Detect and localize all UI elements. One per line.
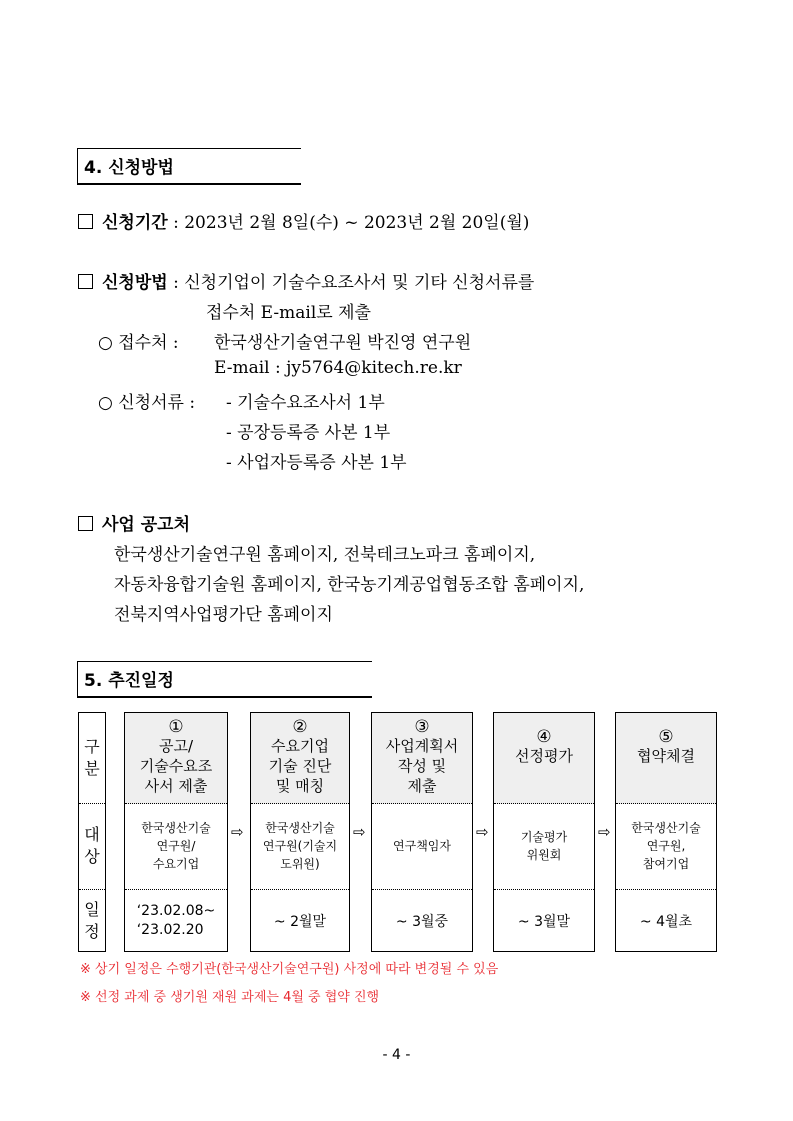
row-label: 일 [84, 900, 100, 919]
arrow-right-icon: ⇨ [353, 823, 366, 841]
step-target: 위원회 [526, 848, 562, 862]
step-target: 연구원, [646, 839, 686, 853]
section-5-heading: 5. 추진일정 [84, 671, 174, 691]
checkbox-icon [78, 214, 93, 229]
step-schedule: ~ 3월말 [517, 914, 571, 930]
step-target: 기술평가 [520, 830, 568, 844]
row-label: 정 [84, 922, 100, 941]
step-schedule: ~ 2월말 [273, 914, 327, 930]
step-schedule: ‘23.02.20 [136, 922, 204, 938]
docs-item: - 기술수요조사서 1부 [226, 393, 385, 413]
docs-item: - 공장등록증 사본 1부 [226, 423, 391, 443]
receiver-value: 한국생산기술연구원 박진영 연구원 [214, 333, 472, 353]
step-number: ③ [414, 717, 430, 737]
period-label: 신청기간 [102, 213, 168, 233]
step-number: ② [292, 717, 308, 737]
step-target: 한국생산기술 [141, 821, 211, 835]
step-target: 도위원) [280, 857, 320, 871]
step-4-column [493, 712, 595, 952]
section-4-heading: 4. 신청방법 [84, 158, 174, 178]
method-label: 신청방법 [102, 273, 168, 293]
section-4-heading-box [77, 148, 301, 185]
step-title: 및 매칭 [275, 777, 325, 795]
step-title: 기술 진단 [268, 757, 332, 775]
row-label: 상 [84, 847, 100, 866]
step-schedule: ‘23.02.08~ [136, 903, 216, 919]
step-number: ⑤ [658, 727, 674, 747]
step-title: 작성 및 [397, 757, 447, 775]
notice-heading [78, 510, 190, 535]
row-label: 구 [84, 737, 100, 756]
step-3-column [371, 712, 473, 952]
schedule-note: ※ 상기 일정은 수행기관(한국생산기술연구원) 사정에 따라 변경될 수 있음 [80, 962, 499, 977]
page-number: - 4 - [382, 1047, 411, 1063]
step-schedule: ~ 4월초 [639, 914, 693, 930]
notice-label: 사업 공고처 [102, 515, 191, 535]
step-target: 연구원(기술지 [262, 839, 338, 853]
step-1-column [124, 712, 228, 952]
application-method [78, 268, 534, 293]
step-5-column [615, 712, 717, 952]
step-title: 선정평가 [515, 747, 573, 765]
step-title: 협약체결 [637, 747, 695, 765]
receiver-label: ○ 접수처 : [98, 333, 179, 353]
step-target: 연구원/ [156, 839, 196, 853]
step-schedule: ~ 3월중 [395, 914, 449, 930]
step-target: 참여기업 [642, 857, 690, 871]
step-title: 기술수요조 [139, 757, 213, 775]
step-title: 사서 제출 [144, 777, 208, 795]
arrow-right-icon: ⇨ [231, 823, 244, 841]
docs-label: ○ 신청서류 : [98, 393, 196, 413]
step-2-column [250, 712, 350, 952]
step-target: 한국생산기술 [631, 821, 701, 835]
arrow-right-icon: ⇨ [598, 823, 611, 841]
step-target: 연구책임자 [393, 839, 451, 853]
step-title: 수요기업 [271, 737, 329, 755]
method-line-1: : 신청기업이 기술수요조사서 및 기타 신청서류를 [173, 273, 535, 293]
docs-item: - 사업자등록증 사본 1부 [226, 453, 407, 473]
receiver-email: E-mail : jy5764@kitech.re.kr [214, 358, 462, 378]
step-target: 수요기업 [152, 857, 200, 871]
notice-line: 자동차융합기술원 홈페이지, 한국농기계공업협동조합 홈페이지, [114, 575, 585, 595]
step-number: ④ [536, 727, 552, 747]
row-label: 분 [84, 759, 100, 778]
checkbox-icon [78, 516, 93, 531]
step-title: 사업계획서 [385, 737, 459, 755]
checkbox-icon [78, 274, 93, 289]
notice-line: 한국생산기술연구원 홈페이지, 전북테크노파크 홈페이지, [114, 545, 536, 565]
arrow-right-icon: ⇨ [476, 823, 489, 841]
notice-line: 전북지역사업평가단 홈페이지 [114, 605, 333, 625]
schedule-note: ※ 선정 과제 중 생기원 재원 과제는 4월 중 협약 진행 [80, 990, 380, 1005]
row-label-column [78, 712, 106, 952]
step-title: 공고/ [158, 737, 194, 755]
section-5-heading-box [77, 661, 372, 698]
method-line-2: 접수처 E-mail로 제출 [206, 303, 371, 323]
period-value: : 2023년 2월 8일(수) ~ 2023년 2월 20일(월) [173, 213, 530, 233]
row-label: 대 [84, 825, 100, 844]
application-period [78, 208, 529, 233]
step-number: ① [168, 717, 184, 737]
step-title: 제출 [407, 777, 437, 795]
step-target: 한국생산기술 [265, 821, 335, 835]
